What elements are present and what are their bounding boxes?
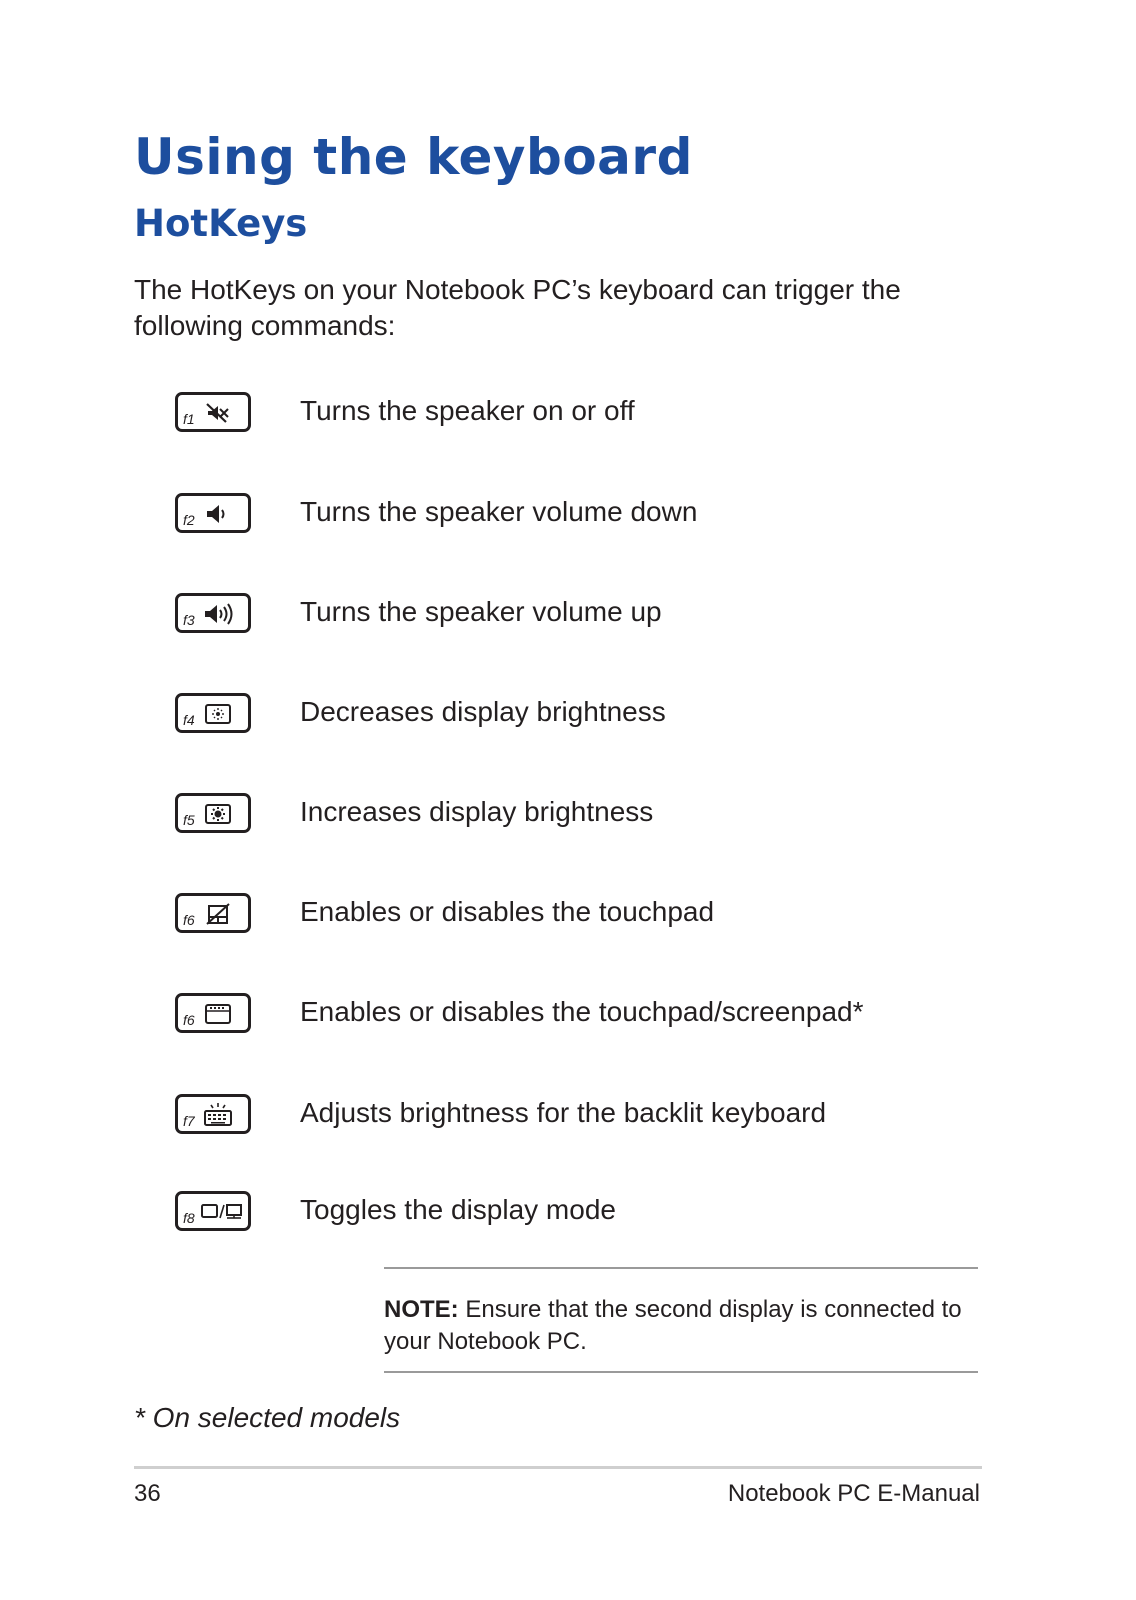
key-label: f4 xyxy=(183,712,195,728)
footnote: * On selected models xyxy=(134,1402,401,1433)
display-mode-icon xyxy=(200,1200,244,1224)
key-label: f6 xyxy=(183,912,195,928)
key-f4 xyxy=(175,693,251,733)
note-label: NOTE: xyxy=(384,1296,459,1323)
hotkey-description: Turns the speaker volume up xyxy=(300,596,662,627)
manual-name: Notebook PC E-Manual xyxy=(727,1480,980,1507)
note-text: Ensure that the second display is connected to your Notebook PC. xyxy=(384,1296,962,1355)
key-f5 xyxy=(175,793,251,833)
hotkey-description: Toggles the display mode xyxy=(300,1194,616,1225)
hotkey-description: Decreases display brightness xyxy=(300,696,666,727)
note-box xyxy=(384,1294,974,1358)
key-label: f1 xyxy=(183,411,195,427)
speaker-mute-icon xyxy=(202,401,234,425)
hotkey-row-f4 xyxy=(0,693,1136,743)
hotkey-row-f8 xyxy=(0,1191,1136,1241)
key-f3 xyxy=(175,593,251,633)
hotkey-description: Turns the speaker on or off xyxy=(300,395,635,426)
hotkey-row-f6-touchpad xyxy=(0,893,1136,943)
hotkey-row-f1 xyxy=(0,392,1136,442)
key-f6 xyxy=(175,993,251,1033)
key-f6 xyxy=(175,893,251,933)
key-label: f7 xyxy=(183,1113,195,1129)
hotkey-row-f5 xyxy=(0,793,1136,843)
key-f8 xyxy=(175,1191,251,1231)
section-title: HotKeys xyxy=(134,202,308,245)
hotkey-description: Enables or disables the touchpad xyxy=(300,896,715,927)
brightness-up-icon xyxy=(202,802,234,826)
key-label: f2 xyxy=(183,512,195,528)
touchpad-toggle-icon xyxy=(202,902,234,926)
note-bottom-rule xyxy=(384,1371,978,1373)
intro-paragraph: The HotKeys on your Notebook PC’s keyboard can trigger the following commands: xyxy=(134,274,901,341)
hotkey-description: Adjusts brightness for the backlit keyboard xyxy=(300,1097,827,1128)
screenpad-toggle-icon xyxy=(202,1002,234,1026)
key-f7 xyxy=(175,1094,251,1134)
hotkey-row-f2 xyxy=(0,493,1136,543)
key-label: f8 xyxy=(183,1210,195,1226)
page-title: Using the keyboard xyxy=(134,128,693,186)
keyboard-backlight-icon xyxy=(202,1103,234,1127)
note-top-rule xyxy=(384,1267,978,1269)
volume-down-icon xyxy=(202,502,234,526)
brightness-down-icon xyxy=(202,702,234,726)
key-label: f3 xyxy=(183,612,195,628)
hotkey-description: Turns the speaker volume down xyxy=(300,496,698,527)
hotkey-row-f3 xyxy=(0,593,1136,643)
page-number: 36 xyxy=(134,1480,161,1507)
footer-rule xyxy=(134,1466,982,1469)
key-f2 xyxy=(175,493,251,533)
key-label: f6 xyxy=(183,1012,195,1028)
hotkey-description: Enables or disables the touchpad/screenpad* xyxy=(300,996,864,1027)
volume-up-icon xyxy=(202,602,234,626)
hotkey-description: Increases display brightness xyxy=(300,796,654,827)
hotkey-row-f7 xyxy=(0,1094,1136,1144)
key-label: f5 xyxy=(183,812,195,828)
hotkey-row-f6-screenpad xyxy=(0,993,1136,1043)
key-f1 xyxy=(175,392,251,432)
